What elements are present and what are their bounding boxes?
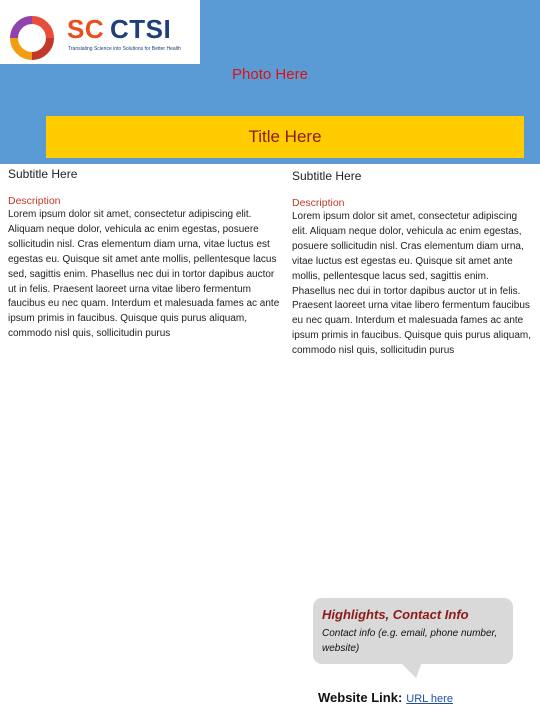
poster-title: Title Here (248, 127, 322, 146)
left-column (8, 166, 280, 342)
poster-header (0, 0, 540, 164)
right-subtitle: Subtitle Here (292, 169, 362, 183)
photo-placeholder: Photo Here (232, 66, 308, 83)
logo-ring-icon (8, 14, 56, 62)
left-subtitle: Subtitle Here (8, 167, 78, 181)
right-column (292, 166, 534, 359)
logo (0, 0, 200, 64)
logo-tagline: Translating Science into Solutions for Better Health (68, 46, 181, 52)
title-bar (46, 116, 524, 158)
right-description-label: Description (292, 197, 345, 209)
highlights-title: Highlights, Contact Info (322, 607, 469, 622)
logo-ctsi-text: CTSI (110, 14, 172, 44)
contact-info: Contact info (e.g. email, phone number, website) (322, 628, 498, 654)
website-label: Website Link: (318, 690, 403, 705)
logo-sc-text: SC (67, 14, 105, 44)
website-link (318, 690, 453, 705)
right-description: Lorem ipsum dolor sit amet, consectetur adipiscing elit. Aliquam neque dolor, vehicula ac enim egestas, posuere sollicitudin nisl. Cras elementum diam urna, vitae luctus est egestas eu. Quisque sit amet ante mollis, pellentesque lacus sed, sagittis enim. Phasellus nec dui in tortor dapibus auctor ut in felis. Praesent laoreet urna vitae libero fermentum faucibus eu nec quam. Interdum et malesuada fames ac ante ipsum primis in faucibus. Quisque quis purus aliquam, commodo nisl quis, sollicitudin purus (292, 211, 531, 357)
left-description: Lorem ipsum dolor sit amet, consectetur adipiscing elit. Aliquam neque dolor, vehicula ac enim egestas, posuere sollicitudin nisl. Cras elementum diam urna, vitae luctus est egestas eu. Quisque sit amet ante mollis, pellentesque lacus sed, sagittis enim. Phasellus nec dui in tortor dapibus auctor ut in felis. Praesent laoreet urna vitae libero fermentum faucibus eu nec quam. Interdum et malesuada fames ac ante ipsum primis in faucibus. Quisque quis purus aliquam, commodo nisl quis, sollicitudin purus (8, 209, 280, 340)
bubble-tail (400, 662, 422, 678)
url-link[interactable]: URL here (406, 693, 453, 705)
left-description-label: Description (8, 195, 61, 207)
